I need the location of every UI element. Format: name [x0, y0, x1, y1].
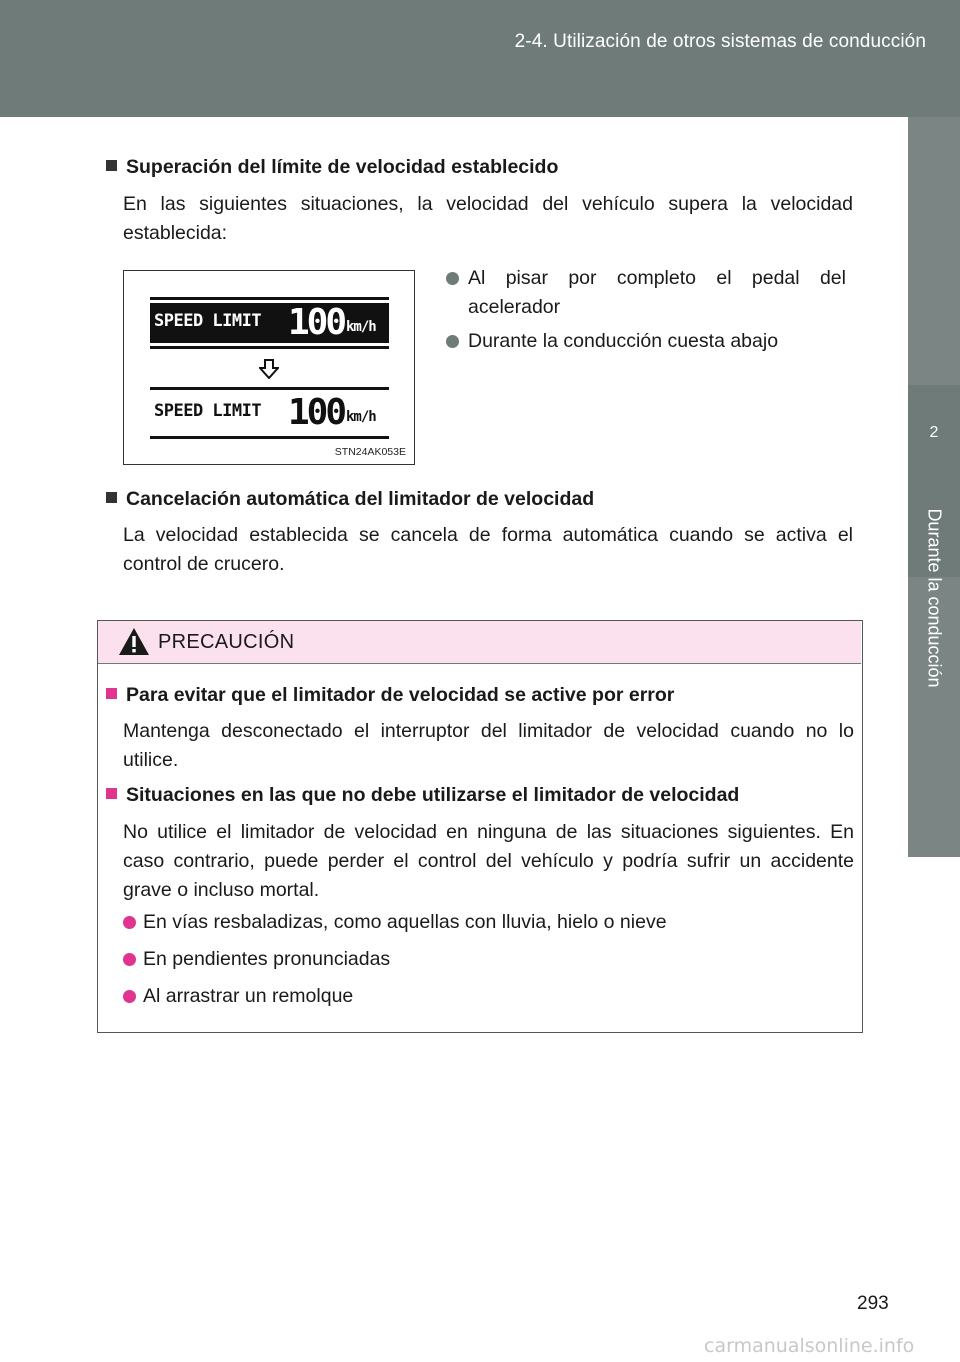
round-bullet-icon — [123, 990, 136, 1003]
square-bullet-icon — [106, 788, 117, 799]
chapter-side-tab — [908, 117, 960, 1362]
caution-title: PRECAUCIÓN — [158, 631, 295, 653]
bullet-text: En pendientes pronunciadas — [143, 948, 391, 970]
round-bullet-icon — [446, 335, 459, 348]
bullet-text: Al arrastrar un remolque — [143, 985, 354, 1007]
down-arrow-icon — [259, 359, 279, 379]
display-normal — [150, 387, 389, 439]
caution-box — [97, 620, 863, 1033]
speed-limit-display-figure — [123, 270, 415, 465]
section-title: 2-4. Utilización de otros sistemas de conducción — [514, 31, 926, 52]
display-label: SPEED LIMIT — [154, 311, 262, 331]
chapter-label: Durante la conducción — [924, 508, 945, 688]
display-exceeded — [150, 297, 389, 349]
bullet-text: Durante la conducción cuesta abajo — [468, 330, 779, 352]
square-bullet-icon — [106, 688, 117, 699]
round-bullet-icon — [123, 916, 136, 929]
display-top-border — [150, 297, 389, 300]
heading-text: Cancelación automática del limitador de velocidad — [126, 488, 595, 510]
display-speed: 100 — [288, 302, 345, 343]
heading-text: Situaciones en las que no debe utilizarse el limitador de velocidad — [126, 784, 740, 806]
caution-header — [98, 621, 861, 664]
page-number: 293 — [857, 1293, 889, 1314]
bullet-text: Al pisar por completo el pedal del acelerador — [468, 267, 846, 318]
overspeed-paragraph: En las siguientes situaciones, la velocidad del vehículo supera la velocidad establecida: — [123, 193, 853, 244]
caution-heading-situations — [106, 784, 739, 807]
display-bottom-border — [150, 436, 389, 439]
caution-heading-accidental — [106, 684, 674, 707]
heading-text: Para evitar que el limitador de velocidad se active por error — [126, 684, 675, 706]
section-heading-auto-cancel — [106, 488, 594, 511]
figure-code: STN24AK053E — [334, 446, 406, 458]
heading-text: Superación del límite de velocidad establecido — [126, 156, 559, 178]
square-bullet-icon — [106, 492, 117, 503]
display-top-border — [150, 387, 389, 390]
caution-paragraph-1: Mantenga desconectado el interruptor del limitador de velocidad cuando no lo utilice. — [123, 720, 854, 771]
display-unit: km/h — [346, 409, 376, 425]
square-bullet-icon — [106, 160, 117, 171]
watermark[interactable]: carmanualsonline.info — [704, 1335, 915, 1357]
section-heading-overspeed — [106, 156, 558, 179]
caution-paragraph-2: No utilice el limitador de velocidad en ninguna de las situaciones siguientes. En caso contrario, puede perder el control del vehículo y podría sufrir un accidente grave o incluso mortal. — [123, 821, 854, 901]
warning-triangle-icon — [118, 627, 150, 656]
caution-bullet-item — [123, 982, 854, 1011]
round-bullet-icon — [446, 272, 459, 285]
header-band — [0, 0, 960, 117]
auto-cancel-paragraph: La velocidad establecida se cancela de forma automática cuando se activa el control de crucero. — [123, 524, 853, 575]
chapter-number: 2 — [929, 424, 939, 441]
side-tab-upper — [908, 117, 960, 385]
display-label: SPEED LIMIT — [154, 401, 262, 421]
bullet-text: En vías resbaladizas, como aquellas con lluvia, hielo o nieve — [143, 911, 667, 933]
bullet-item — [446, 264, 846, 322]
bullet-item — [446, 327, 846, 356]
display-bottom-border — [150, 346, 389, 349]
display-unit: km/h — [346, 319, 376, 335]
round-bullet-icon — [123, 953, 136, 966]
caution-bullet-item — [123, 908, 854, 937]
caution-bullet-item — [123, 945, 854, 974]
display-speed: 100 — [288, 392, 345, 433]
